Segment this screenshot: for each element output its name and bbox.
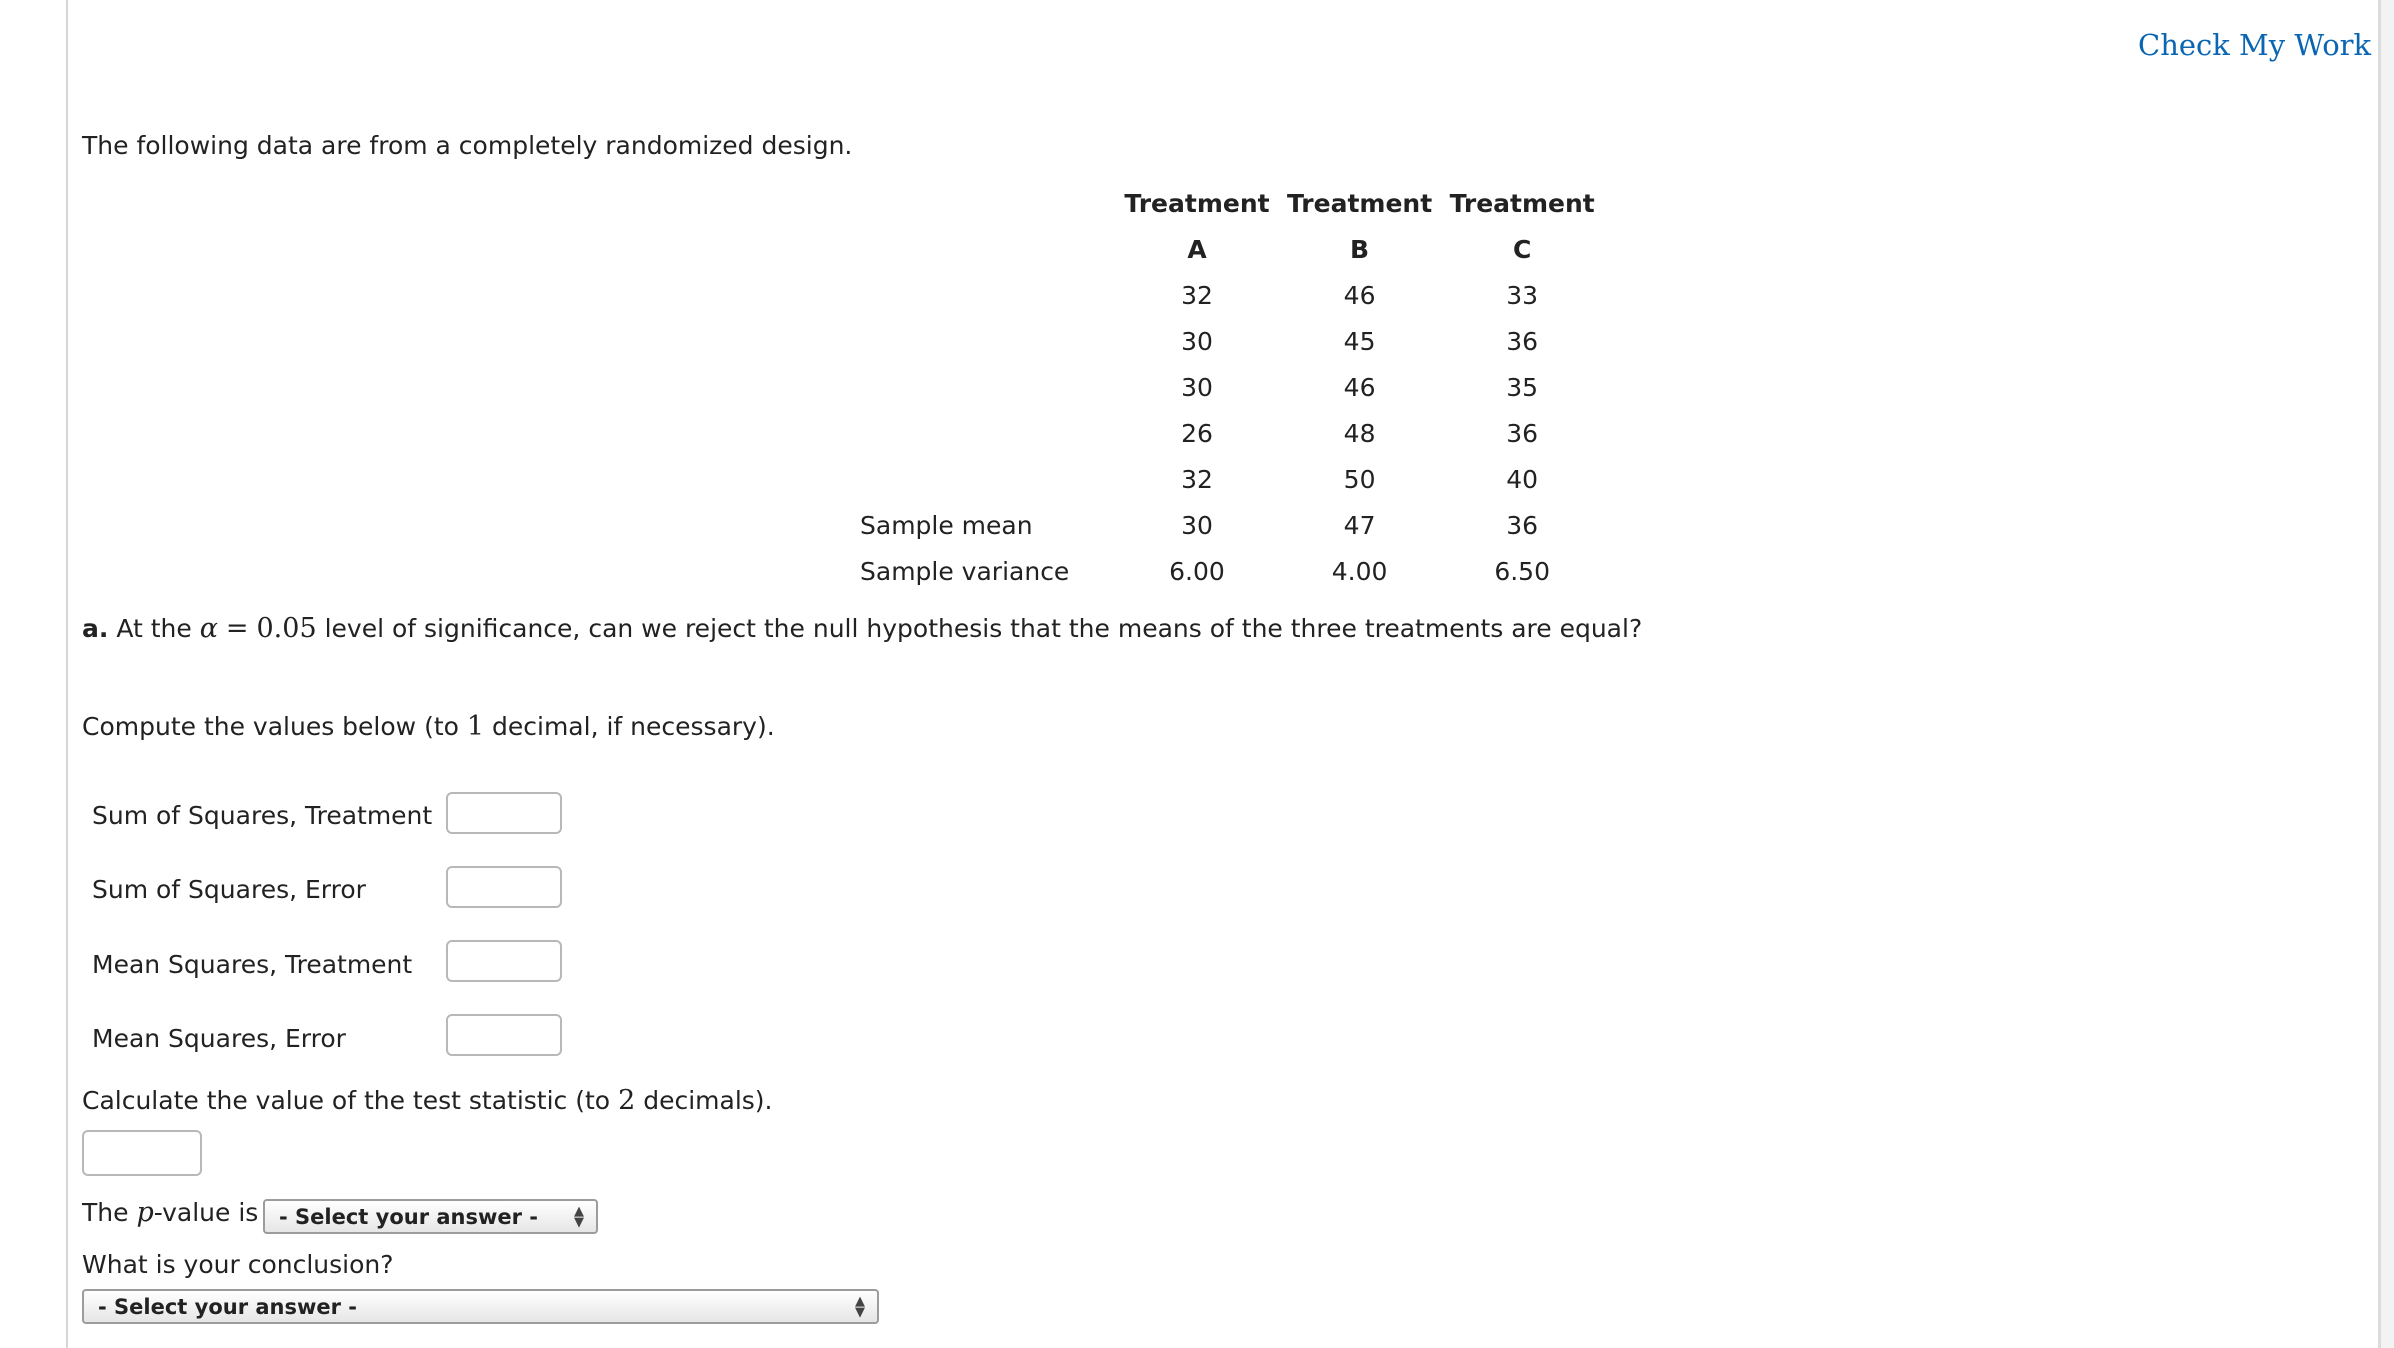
ss-error-input[interactable] [446,866,562,908]
table-row [860,272,1612,318]
table-cell: 32 [1181,464,1213,494]
p-symbol: p [136,1197,154,1228]
header-treatment-b: Treatment [1287,188,1433,218]
table-cell: 35 [1506,372,1539,402]
table-cell: 26 [1181,418,1213,448]
variance-b: 4.00 [1331,556,1388,586]
mean-b: 47 [1343,510,1376,540]
p-value-select-text: - Select your answer - [279,1204,539,1229]
select-arrows-icon: ▲ ▼ [574,1204,584,1230]
mean-a: 30 [1181,510,1213,540]
p-value-label: The p-value is [82,1197,259,1228]
table-cell: 36 [1506,326,1539,356]
variance-a: 6.00 [1169,556,1225,586]
alpha-symbol: α [199,613,218,644]
table-cell: 36 [1506,418,1539,448]
check-my-work-link[interactable]: Check My Work [2138,28,2372,62]
conclusion-select[interactable] [82,1289,879,1324]
scrollbar-track[interactable] [2381,0,2394,1348]
table-row [860,364,1612,410]
table-cell: 45 [1343,326,1376,356]
subheader-b: B [1350,234,1370,264]
table-header-row [860,180,1612,226]
table-cell: 40 [1506,464,1539,494]
table-subheader-row [860,226,1612,272]
compute-instruction: Compute the values below (to 1 decimal, if necessary). [82,711,775,742]
conclusion-question: What is your conclusion? [82,1250,394,1279]
table-cell: 46 [1343,372,1376,402]
ss-error-label: Sum of Squares, Error [92,875,366,904]
table-row [860,456,1612,502]
mean-c: 36 [1506,510,1539,540]
ms-treatment-input[interactable] [446,940,562,982]
table-cell: 48 [1343,418,1376,448]
ss-treatment-input[interactable] [446,792,562,834]
table-cell: 33 [1506,280,1539,310]
ms-treatment-label: Mean Squares, Treatment [92,950,413,979]
ms-error-input[interactable] [446,1014,562,1056]
p-value-select[interactable] [263,1199,598,1234]
ss-treatment-label: Sum of Squares, Treatment [92,801,433,830]
test-statistic-instruction: Calculate the value of the test statistic (to 2 decimals). [82,1085,773,1116]
table-corner [860,180,1107,226]
question-a: a. At the α = 0.05 level of significance, can we reject the null hypothesis that the means of the three treatments are equal? [82,613,1643,644]
sample-mean-row [860,502,1612,548]
table-cell: 46 [1343,280,1376,310]
conclusion-select-text: - Select your answer - [98,1294,358,1319]
table-cell: 32 [1181,280,1213,310]
sample-variance-label: Sample variance [860,556,1070,586]
subheader-a: A [1187,234,1207,264]
table-row [860,318,1612,364]
select-arrows-icon: ▲ ▼ [855,1294,865,1320]
alpha-value: 0.05 [256,613,317,644]
sample-variance-row [860,548,1612,594]
subheader-c: C [1512,234,1532,264]
question-a-prefix: a. [82,614,109,643]
table-row [860,410,1612,456]
variance-c: 6.50 [1494,556,1550,586]
left-border [66,0,68,1348]
table-cell: 30 [1181,372,1213,402]
sample-mean-label: Sample mean [860,510,1033,540]
table-cell: 50 [1343,464,1376,494]
header-treatment-c: Treatment [1449,188,1595,218]
header-treatment-a: Treatment [1124,188,1270,218]
test-statistic-input[interactable] [82,1130,202,1176]
ms-error-label: Mean Squares, Error [92,1024,346,1053]
intro-text: The following data are from a completely randomized design. [82,131,853,160]
table-cell: 30 [1181,326,1213,356]
data-table [860,180,1612,594]
